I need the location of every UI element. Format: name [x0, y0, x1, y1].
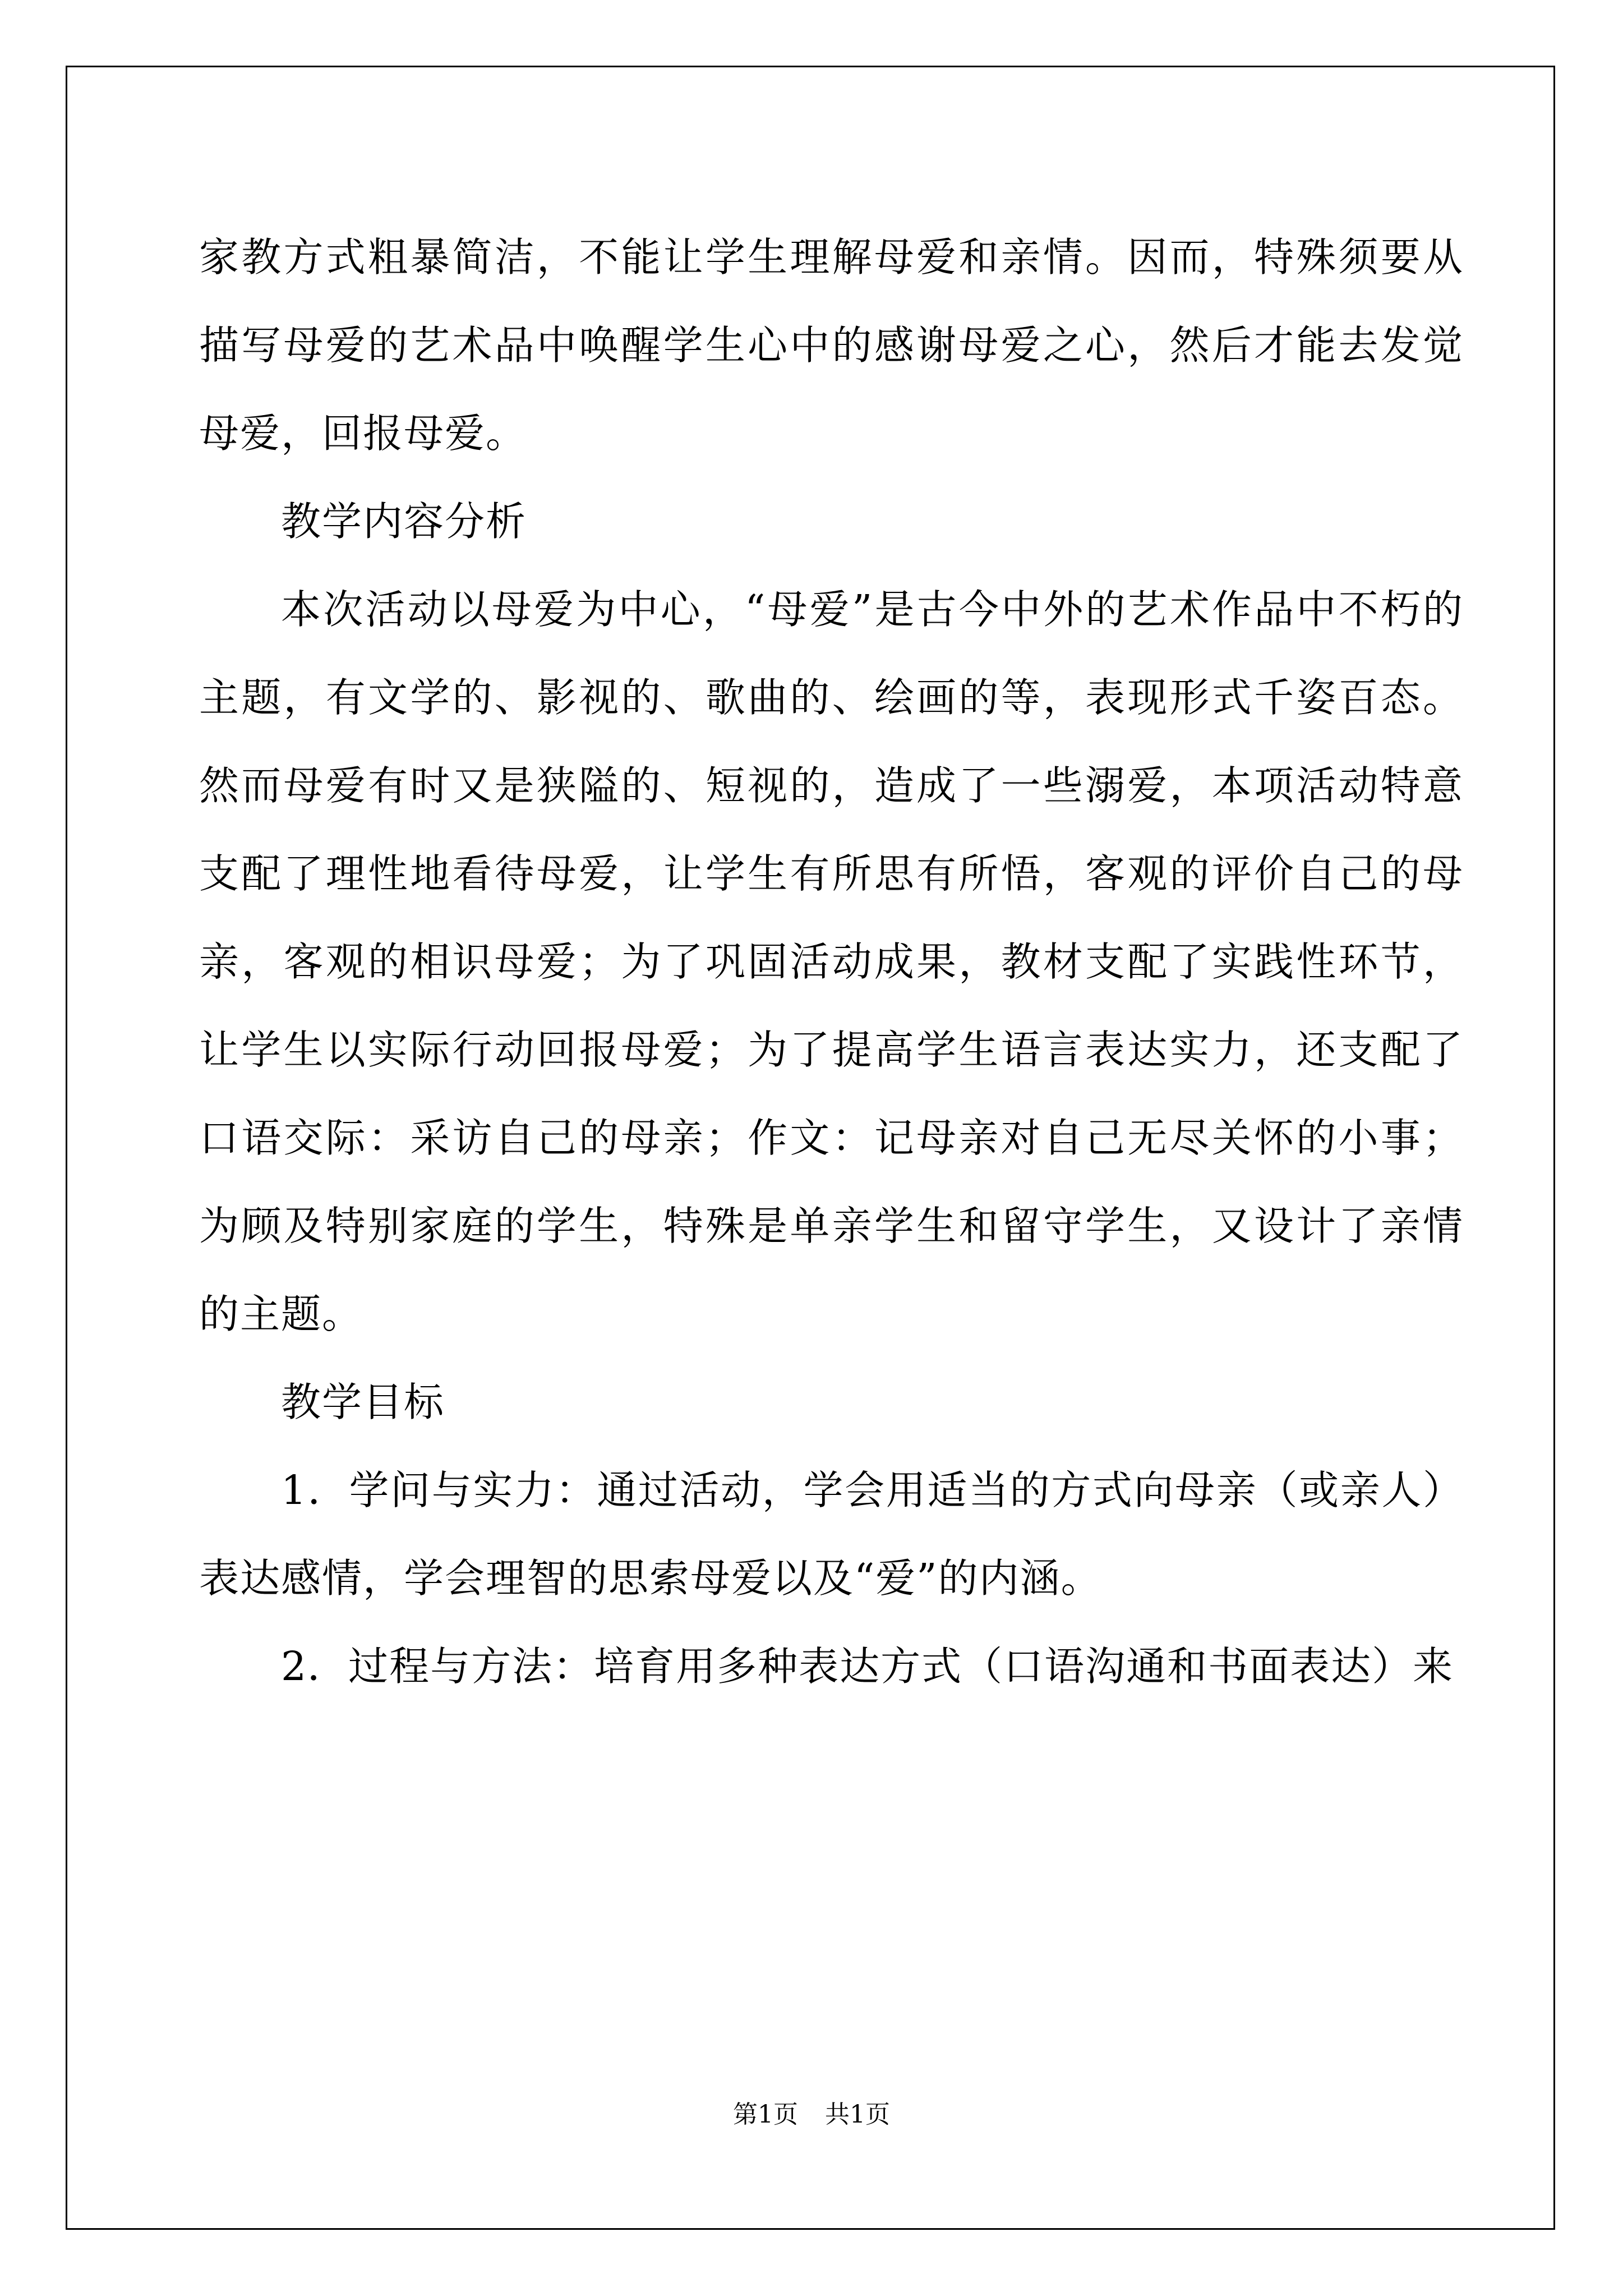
page-footer — [0, 2098, 1623, 2132]
page-total: 共1页 — [825, 2100, 890, 2129]
paragraph-goal-1: 1．学问与实力：通过活动，学会用适当的方式向母亲（或亲人）表达感情，学会理智的思索母爱以及“爱”的内涵。 — [199, 1467, 1464, 1602]
paragraph-content-analysis: 本次活动以母爱为中心，“母爱”是古今中外的艺术作品中不朽的主题，有文学的、影视的、歌曲的、绘画的等，表现形式千姿百态。然而母爱有时又是狭隘的、短视的，造成了一些溺爱，本项活动特意支配了理性地看待母爱，让学生有所思有所悟，客观的评价自己的母亲，客观的相识母爱；为了巩固活动成果，教材支配了实践性环节，让学生以实际行动回报母爱；为了提高学生语言表达实力，还支配了口语交际：采访自己的母亲；作文：记母亲对自己无尽关怀的小事；为顾及特别家庭的学生，特殊是单亲学生和留守学生，又设计了亲情的主题。 — [199, 586, 1464, 1337]
heading-teaching-goals: 教学目标 — [281, 1379, 445, 1425]
heading-content-analysis: 教学内容分析 — [281, 498, 527, 545]
page-number: 第1页 — [733, 2100, 798, 2129]
document-body — [199, 213, 1464, 1710]
paragraph-goal-2: 2．过程与方法：培育用多种表达方式（口语沟通和书面表达）来 — [281, 1643, 1454, 1690]
paragraph-intro-continuation: 家教方式粗暴简洁，不能让学生理解母爱和亲情。因而，特殊须要从描写母爱的艺术品中唤醒学生心中的感谢母爱之心，然后才能去发觉母爱，回报母爱。 — [199, 234, 1464, 457]
